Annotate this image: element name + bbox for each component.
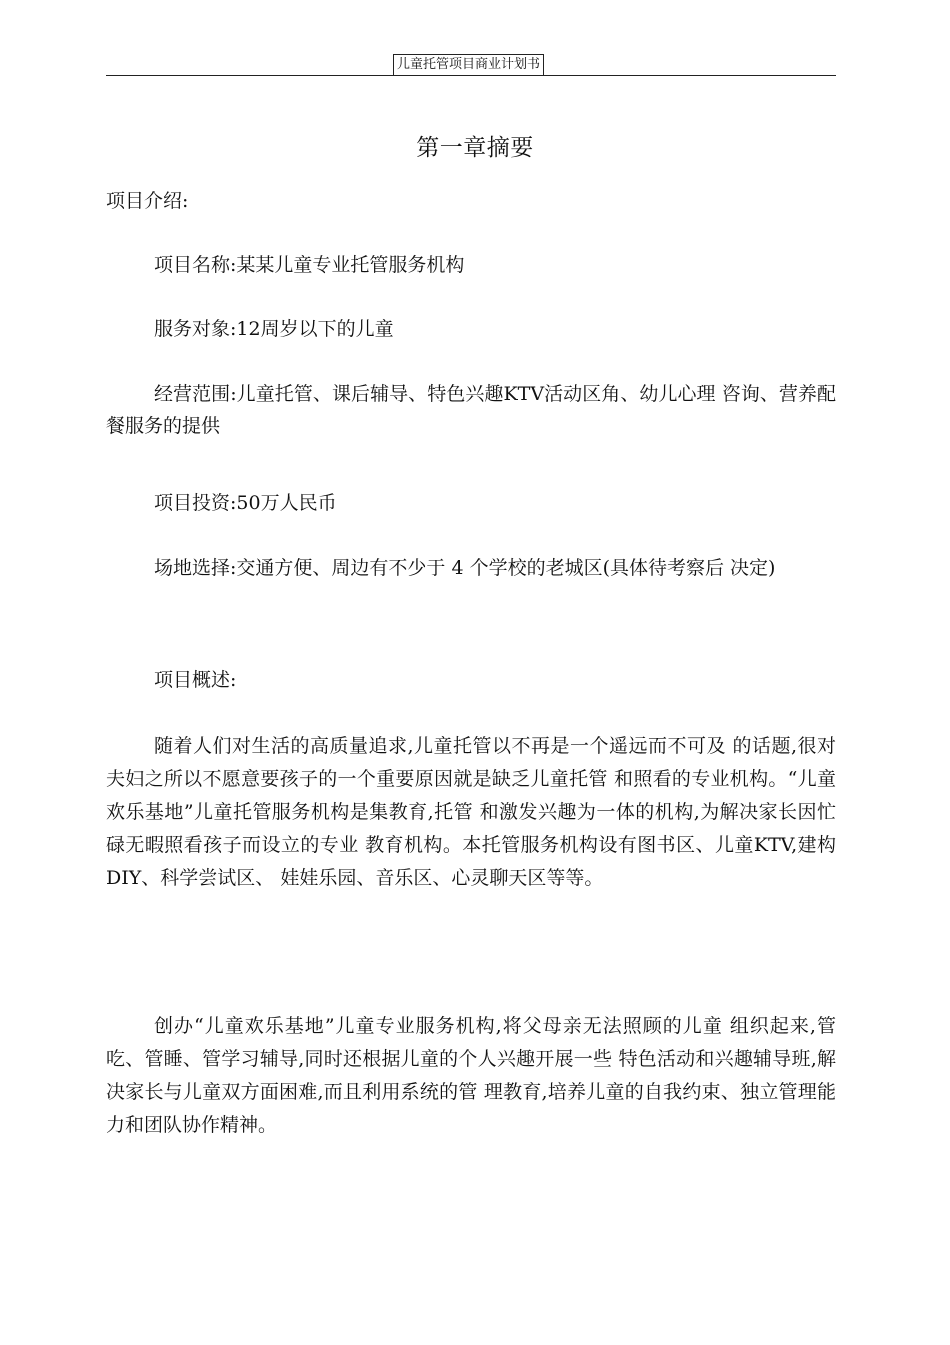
- overview-heading: 项目概述:: [154, 669, 237, 691]
- header-rule: [106, 75, 836, 76]
- investment: 项目投资:50万人民币: [154, 492, 337, 514]
- header-title: 儿童托管项目商业计划书: [393, 54, 544, 75]
- project-name: 项目名称:某某儿童专业托管服务机构: [154, 254, 465, 276]
- business-scope: 经营范围:儿童托管、课后辅导、特色兴趣KTV活动区角、幼儿心理 咨询、营养配餐服务的提供: [106, 383, 836, 437]
- chapter-title: 第一章摘要: [416, 135, 534, 161]
- overview-paragraph-2: 创办“儿童欢乐基地”儿童专业服务机构,将父母亲无法照顾的儿童 组织起来,管吃、管睡、管学习辅导,同时还根据儿童的个人兴趣开展一些 特色活动和兴趣辅导班,解决家长与儿童双方面困难,而且利用系统的管 理教育,培养儿童的自我约束、独立管理能力和团队协作精神。: [106, 1015, 836, 1136]
- page-header: [106, 52, 836, 76]
- intro-heading: 项目介绍:: [106, 190, 189, 212]
- site-selection: 场地选择:交通方便、周边有不少于 4 个学校的老城区(具体待考察后 决定): [154, 557, 776, 579]
- service-target: 服务对象:12周岁以下的儿童: [154, 318, 394, 340]
- overview-paragraph-1: 随着人们对生活的高质量追求,儿童托管以不再是一个遥远而不可及 的话题,很对夫妇之所以不愿意要孩子的一个重要原因就是缺乏儿童托管 和照看的专业机构。“儿童欢乐基地”儿童托管服务机构是集教育,托管 和激发兴趣为一体的机构,为解决家长因忙碌无暇照看孩子而设立的专业 教育机构。本托管服务机构设有图书区、儿童KTV,建构DIY、科学尝试区、 娃娃乐园、音乐区、心灵聊天区等等。: [106, 735, 836, 889]
